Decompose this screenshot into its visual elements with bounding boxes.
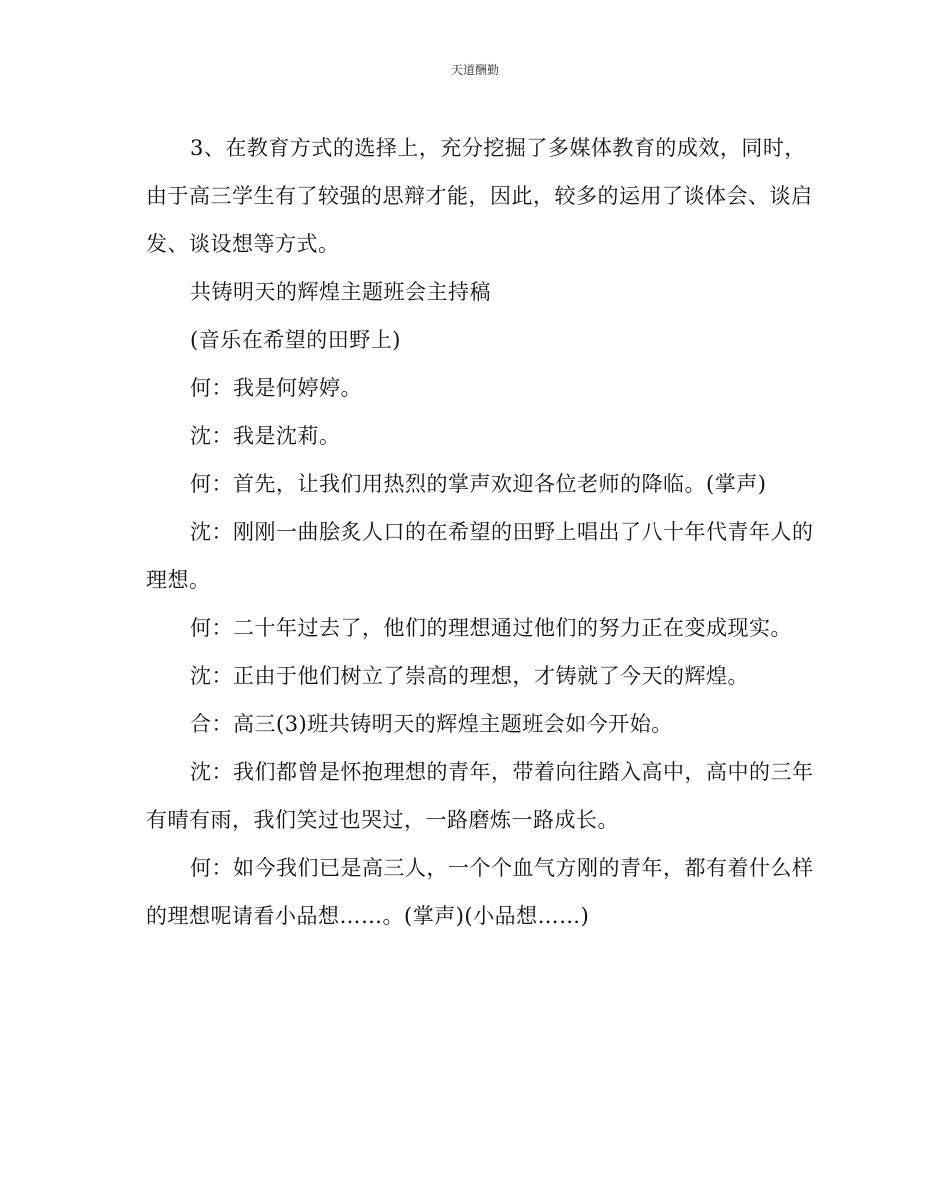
paragraph-dialogue-line: 沈：正由于他们树立了崇高的理想，才铸就了今天的辉煌。 (190, 664, 749, 688)
paragraph-education-method: 3、在教育方式的选择上，充分挖掘了多媒体教育的成效，同时，由于高三学生有了较强的思辩才能，因此，较多的运用了谈体会、谈启发、谈设想等方式。 (146, 136, 813, 256)
paragraph-dialogue-line: 沈：我们都曾是怀抱理想的青年，带着向往踏入高中，高中的三年有晴有雨，我们笑过也哭过，一路磨炼一路成长。 (146, 760, 814, 832)
paragraph-dialogue-line: 何：我是何婷婷。 (190, 376, 362, 400)
paragraph-dialogue-line: 何：如今我们已是高三人，一个个血气方刚的青年，都有着什么样的理想呢请看小品想……。(掌声)(小品想……) (146, 856, 814, 928)
paragraph-dialogue-line: 何：首先，让我们用热烈的掌声欢迎各位老师的降临。(掌声) (190, 472, 767, 496)
paragraph-music-note: (音乐在希望的田野上) (190, 328, 401, 352)
page-header: 天道酬勤 (450, 63, 499, 77)
paragraph-dialogue-line: 沈：我是沈莉。 (190, 424, 341, 448)
paragraph-script-title: 共铸明天的辉煌主题班会主持稿 (190, 280, 491, 304)
paragraph-dialogue-line: 何：二十年过去了，他们的理想通过他们的努力正在变成现实。 (190, 616, 792, 640)
document-body (146, 124, 826, 940)
paragraph-dialogue-line: 沈：刚刚一曲脍炙人口的在希望的田野上唱出了八十年代青年人的理想。 (146, 520, 814, 592)
paragraph-dialogue-line: 合：高三(3)班共铸明天的辉煌主题班会如今开始。 (190, 712, 673, 736)
